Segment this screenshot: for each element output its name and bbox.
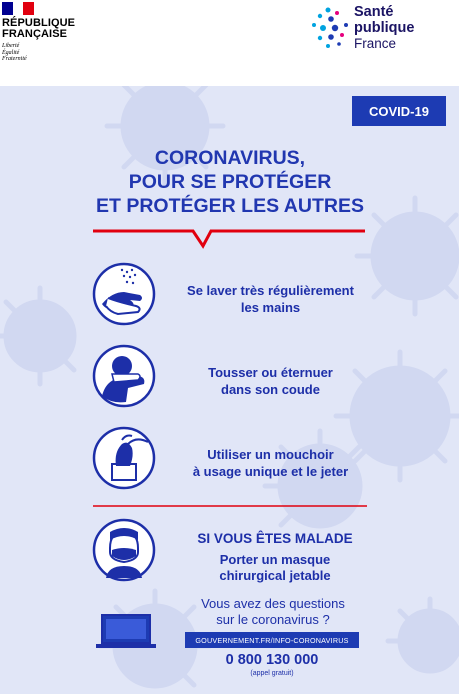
sante-publique-dots-icon <box>306 4 354 52</box>
hand-washing-icon <box>92 262 156 326</box>
phone-number[interactable]: 0 800 130 000 <box>225 652 319 668</box>
laptop-icon <box>95 613 157 651</box>
sick-instruction: Porter un masque chirurgical jetable <box>219 552 331 583</box>
cough-elbow-icon <box>92 344 156 408</box>
sante-publique-france-logo <box>306 4 426 60</box>
republique-francaise-logo <box>2 2 75 63</box>
republique-name-line1: RÉPUBLIQUE <box>2 17 76 29</box>
french-flag-icon <box>2 2 34 15</box>
sante-publique-line2: publique <box>354 20 415 36</box>
covid-poster <box>0 86 459 694</box>
phone-note: (appel gratuit) <box>250 670 294 677</box>
sick-title: SI VOUS ÊTES MALADE <box>197 531 353 546</box>
mask-icon <box>92 518 156 582</box>
header <box>0 0 459 86</box>
questions-text: Vous avez des questions sur le coronavirus ? <box>201 596 345 627</box>
instruction-tissue: Utiliser un mouchoir à usage unique et le jeter <box>192 447 349 479</box>
instruction-cough-elbow: Tousser ou éternuer dans son coude <box>208 365 333 397</box>
republique-name-line2: FRANÇAISE <box>2 28 68 40</box>
sante-publique-line1: Santé <box>354 4 394 20</box>
instruction-wash-hands: Se laver très régulièrement les mains <box>187 283 354 315</box>
covid-19-badge: COVID-19 <box>352 96 446 126</box>
poster-title: CORONAVIRUS, POUR SE PROTÉGER ET PROTÉGER LES AUTRES <box>96 147 364 217</box>
tissue-icon <box>92 426 156 490</box>
sante-publique-line3: France <box>354 36 397 51</box>
info-url-link[interactable]: GOUVERNEMENT.FR/INFO-CORONAVIRUS <box>185 632 359 648</box>
republique-motto: Liberté Égalité Fraternité <box>2 43 27 62</box>
